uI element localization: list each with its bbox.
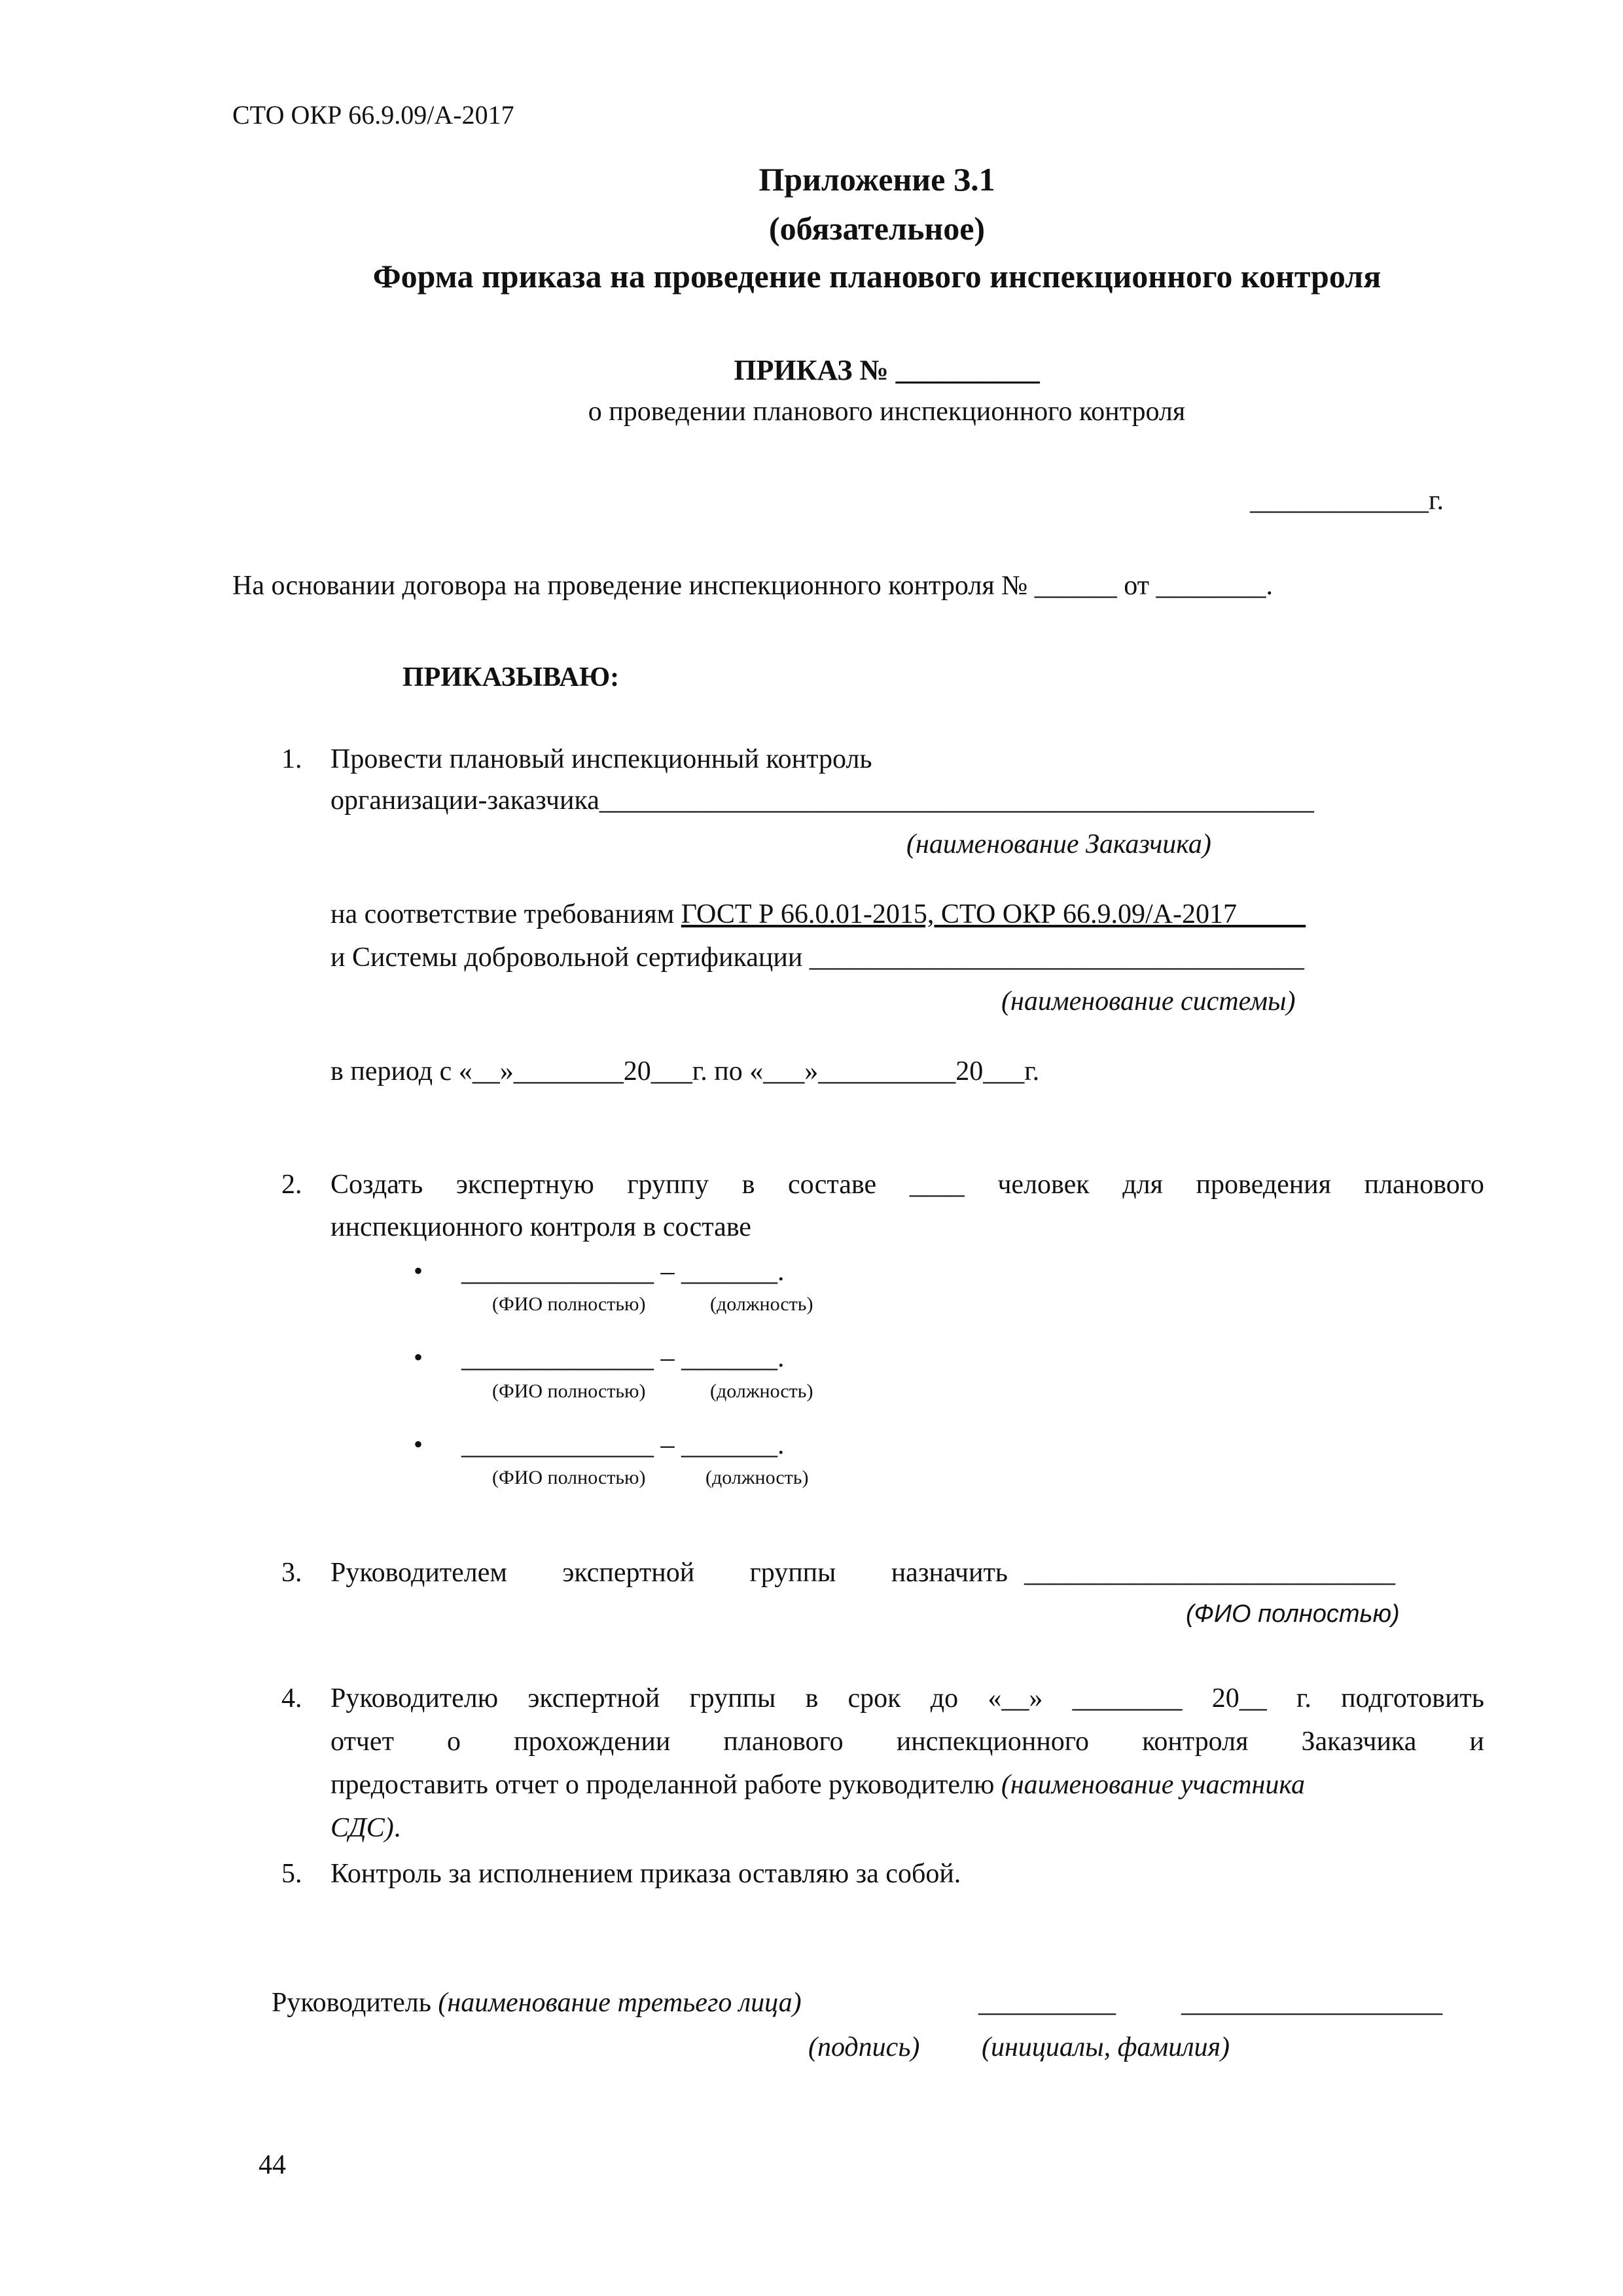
member-3-position-hint: (должность) — [705, 1467, 809, 1488]
item-1-line-1: Провести плановый инспекционный контроль — [330, 744, 872, 774]
word: о — [447, 1727, 461, 1757]
word: группу — [627, 1170, 709, 1200]
requirements-standards: ГОСТ Р 66.0.01-2015, СТО ОКР 66.9.09/А-2017_____ — [681, 899, 1306, 929]
item-1-system-line: и Системы добровольной сертификации ____________________________________ — [330, 942, 1304, 973]
signature-role: Руководитель — [272, 1988, 438, 2018]
word: в — [741, 1170, 755, 1200]
word: Руководителем — [330, 1558, 507, 1588]
member-1-line: ______________ – _______. — [461, 1257, 785, 1287]
member-2-fio-hint: (ФИО полностью) — [492, 1380, 646, 1402]
word: Руководителю — [330, 1683, 499, 1713]
word: планового — [723, 1727, 844, 1757]
order-subtitle: о проведении планового инспекционного контроля — [588, 397, 1186, 427]
word: Заказчика — [1301, 1727, 1417, 1757]
word: до — [930, 1683, 959, 1713]
order-title: ПРИКАЗ № __________ — [734, 354, 1040, 386]
word: планового — [1364, 1170, 1484, 1200]
requirements-prefix: на соответствие требованиям — [330, 899, 681, 929]
word: группы — [689, 1683, 776, 1713]
word: экспертной — [527, 1683, 660, 1713]
word: составе — [788, 1170, 877, 1200]
member-3-fio-hint: (ФИО полностью) — [492, 1467, 646, 1488]
head-name-hint: (ФИО полностью) — [1186, 1600, 1400, 1628]
appendix-status: (обязательное) — [768, 210, 986, 247]
word: ________ — [1072, 1683, 1183, 1713]
member-2-position-hint: (должность) — [710, 1380, 813, 1402]
customer-name-hint: (наименование Заказчика) — [906, 829, 1211, 859]
member-2-line: ______________ – _______. — [461, 1343, 785, 1373]
bullet-icon: • — [414, 1429, 423, 1459]
word: человек — [997, 1170, 1090, 1200]
word: и — [1469, 1727, 1484, 1757]
word: для — [1122, 1170, 1163, 1200]
item-4-line-2 — [330, 1725, 1484, 1758]
word: экспертной — [562, 1558, 695, 1588]
item-2-line-2: инспекционного контроля в составе — [330, 1212, 751, 1242]
item-5-text: Контроль за исполнением приказа оставляю за собой. — [330, 1859, 961, 1889]
word: прохождении — [514, 1727, 671, 1757]
item-1-requirements-line — [330, 898, 1306, 931]
word: г. — [1296, 1683, 1311, 1713]
order-date-line: _____________г. — [1250, 486, 1444, 516]
participant-hint: (наименование участника — [1001, 1770, 1305, 1800]
item-4-line-4 — [330, 1812, 401, 1844]
signature-label — [272, 1986, 802, 2019]
form-title: Форма приказа на проведение планового инспекционного контроля — [372, 258, 1382, 295]
line-3-text: предоставить отчет о проделанной работе руководителю — [330, 1770, 1001, 1800]
member-1-position-hint: (должность) — [710, 1293, 813, 1315]
item-1-period-line: в период с «__»________20___г. по «___»__________20___г. — [330, 1056, 1040, 1086]
page-number: 44 — [259, 2150, 286, 2180]
appendix-title: Приложение З.1 — [758, 161, 995, 198]
bullet-icon: • — [414, 1256, 423, 1285]
member-3-line: ______________ – _______. — [461, 1430, 785, 1460]
order-word: ПРИКАЗЫВАЮ: — [402, 662, 620, 692]
item-3-number: 3. — [281, 1558, 302, 1588]
item-2-line-1 — [330, 1168, 1484, 1201]
signature-hint: (подпись) — [808, 2032, 920, 2062]
item-3-line — [330, 1556, 1008, 1589]
word: проведения — [1196, 1170, 1331, 1200]
item-2-number: 2. — [281, 1170, 302, 1200]
word: контроля — [1142, 1727, 1249, 1757]
signature-blank: __________ — [978, 1988, 1116, 2018]
name-hint: (инициалы, фамилия) — [982, 2032, 1230, 2062]
word: отчет — [330, 1727, 394, 1757]
word: ____ — [909, 1170, 965, 1200]
basis-paragraph: На основании договора на проведение инспекционного контроля № ______ от ________. — [232, 571, 1274, 601]
system-name-hint: (наименование системы) — [1001, 986, 1296, 1016]
word: группы — [749, 1558, 836, 1588]
period: . — [393, 1813, 401, 1843]
word: подготовить — [1341, 1683, 1484, 1713]
word: «__» — [988, 1683, 1043, 1713]
word: назначить — [891, 1558, 1008, 1588]
word: инспекционного — [896, 1727, 1089, 1757]
word: срок — [847, 1683, 901, 1713]
head-name-blank: ___________________________ — [1024, 1558, 1395, 1588]
sds-hint: СДС) — [330, 1813, 394, 1843]
document-code: СТО ОКР 66.9.09/А-2017 — [232, 100, 514, 130]
name-blank: ___________________ — [1181, 1988, 1442, 2018]
item-1-number: 1. — [281, 744, 302, 774]
item-4-line-1 — [330, 1682, 1484, 1715]
word: 20__ — [1211, 1683, 1267, 1713]
bullet-icon: • — [414, 1342, 423, 1372]
item-1-customer-line: организации-заказчика____________________________________________________ — [330, 785, 1314, 816]
word: в — [805, 1683, 819, 1713]
item-5-number: 5. — [281, 1859, 302, 1889]
member-1-fio-hint: (ФИО полностью) — [492, 1293, 646, 1315]
word: Создать — [330, 1170, 423, 1200]
third-party-hint: (наименование третьего лица) — [438, 1988, 802, 2018]
item-4-number: 4. — [281, 1683, 302, 1713]
item-4-line-3 — [330, 1768, 1305, 1801]
word: экспертную — [455, 1170, 594, 1200]
